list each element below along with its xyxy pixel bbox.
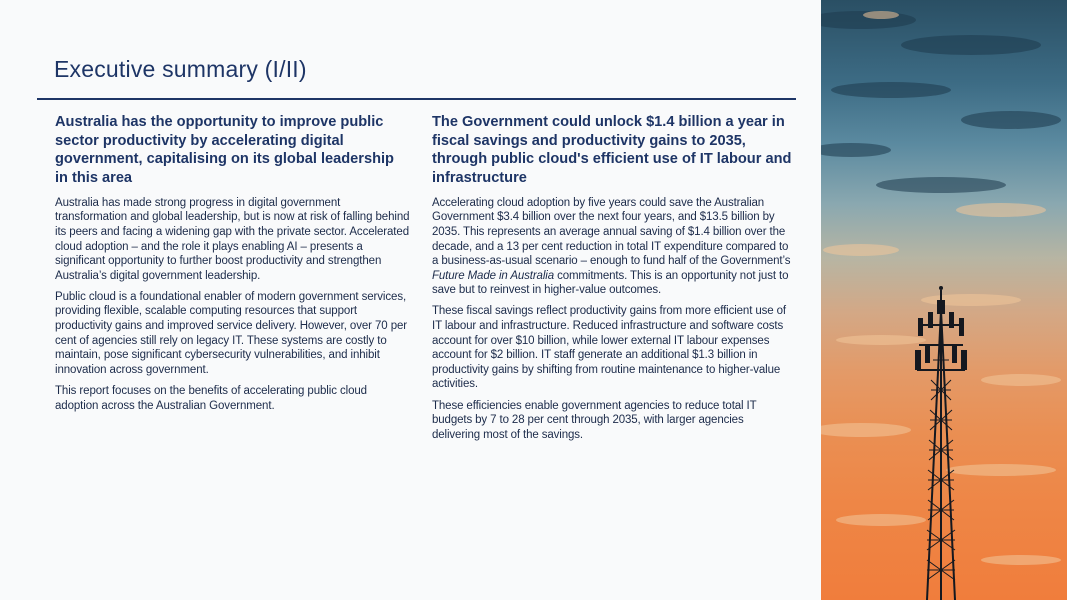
sunset-tower-illustration — [821, 0, 1067, 600]
right-column — [432, 113, 792, 449]
tower-silhouette — [917, 290, 965, 600]
right-paragraph-1-start: Accelerating cloud adoption by five years could save the Australian Government $3.4 billion over the next four years, and $13.5 billion by 2035. This represents an average annual saving of $1.4 billion over the decade, and a 13 per cent reduction in total IT expenditure compared to a business-as-usual scenario – enough to fund half of the Government’s — [432, 196, 791, 268]
right-paragraph-1 — [432, 196, 792, 298]
title-divider — [37, 98, 796, 100]
dark-clouds — [821, 11, 1061, 193]
left-column-heading: Australia has the opportunity to improve public sector productivity by accelerating digital government, capitalising on its global leadership in this area — [55, 114, 394, 187]
left-paragraph-3: This report focuses on the benefits of accelerating public cloud adoption across the Australian Government. — [55, 384, 367, 412]
right-column-heading: The Government could unlock $1.4 billion a year in fiscal savings and productivity gains to 2035, through public cloud's efficient use of IT labour and infrastructure — [432, 114, 792, 187]
telecom-tower-photo — [821, 0, 1067, 600]
future-made-in-australia-italic: Future Made in Australia — [432, 269, 554, 282]
page-title: Executive summary (I/II) — [54, 56, 307, 82]
right-paragraph-1-end: commitments. This is an opportunity not just to save but to reinvest in higher-value outcomes. — [432, 269, 789, 297]
left-paragraph-1: Australia has made strong progress in digital government transformation and global leadership, but is now at risk of falling behind its peers and facing a widening gap with the private sector. Accelerated cloud adoption – and the role it plays enabling AI – presents a significant opportunity to further boost productivity and strengthen Australia’s digital government leadership. — [55, 196, 410, 282]
right-paragraph-2: These fiscal savings reflect productivity gains from more efficient use of IT labour and infrastructure. Reduced infrastructure and software costs account for over $10 billion, while lower external IT labour expenses account for $2 billion. IT staff generate an additional $1.3 billion in productivity gains by shifting from routine maintenance to higher-value activities. — [432, 305, 786, 391]
right-paragraph-3: These efficiencies enable government agencies to reduce total IT budgets by 7 to 28 per cent through 2035, with larger agencies delivering most of the savings. — [432, 399, 757, 441]
left-paragraph-2: Public cloud is a foundational enabler of modern government services, providing flexible, scalable computing resources that support productivity gains and improved service delivery. However, over 70 per cent of agencies still rely on legacy IT. These systems are costly to maintain, pose significant cybersecurity vulnerabilities, and inhibit innovation across government. — [55, 290, 408, 376]
left-column — [55, 113, 410, 420]
